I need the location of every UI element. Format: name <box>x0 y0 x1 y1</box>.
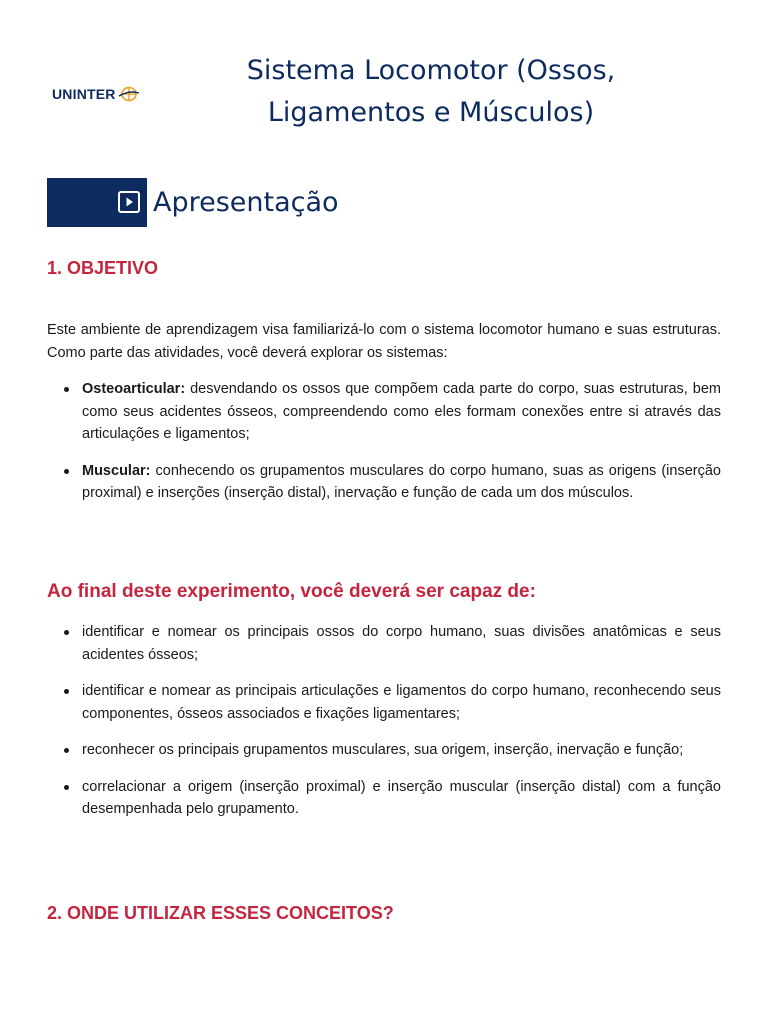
item-text: correlacionar a origem (inserção proximal) e inserção muscular (inserção distal) com a função desempenhada pelo grupamento. <box>82 778 721 817</box>
item-text: identificar e nomear os principais ossos do corpo humano, suas divisões anatômicas e seus acidentes ósseos; <box>82 624 721 663</box>
heading-final: Ao final deste experimento, você deverá ser capaz de: <box>47 581 536 602</box>
item-text: conhecendo os grupamentos musculares do corpo humano, suas as origens (inserção proximal) e inserções (inserção distal), inervação e função de cada um dos músculos. <box>82 462 721 501</box>
section-banner <box>47 178 339 227</box>
bullet-dot <box>64 469 69 474</box>
bullet-dot <box>64 387 69 392</box>
list-item <box>47 460 721 505</box>
item-text: reconhecer os principais grupamentos musculares, sua origem, inserção, inervação e função; <box>82 742 684 758</box>
globe-logo-icon <box>118 86 140 102</box>
bullet-dot <box>64 689 69 694</box>
item-text: identificar e nomear as principais articulações e ligamentos do corpo humano, reconhecendo seus componentes, ósseos associados e fixações ligamentares; <box>82 683 721 722</box>
banner-block <box>47 178 147 227</box>
intro-paragraph: Este ambiente de aprendizagem visa familiarizá-lo com o sistema locomotor humano e suas estruturas. Como parte das atividades, você deverá explorar os sistemas: <box>47 322 721 361</box>
list-item <box>47 776 721 821</box>
document-header <box>0 0 768 150</box>
list-item <box>47 739 721 762</box>
banner-title: Apresentação <box>153 187 339 218</box>
title-line-2: Ligamentos e Músculos) <box>267 97 595 128</box>
item-text: desvendando os ossos que compõem cada parte do corpo, suas estruturas, bem como seus acidentes ósseos, compreendendo como eles formam conexões entre si através das articulações e ligamentos; <box>82 381 721 442</box>
bullet-dot <box>64 785 69 790</box>
systems-list <box>47 378 721 519</box>
bullet-dot <box>64 630 69 635</box>
heading-objetivo: 1. OBJETIVO <box>47 258 159 278</box>
list-item <box>47 621 721 666</box>
list-item <box>47 378 721 446</box>
item-lead: Muscular: <box>82 462 151 479</box>
goals-list <box>47 621 721 835</box>
uninter-logo <box>52 86 140 102</box>
play-square-icon <box>117 190 141 214</box>
logo-text: UNINTER <box>52 86 116 102</box>
bullet-dot <box>64 748 69 753</box>
list-item <box>47 680 721 725</box>
document-title <box>150 50 712 134</box>
title-line-1: Sistema Locomotor (Ossos, <box>246 55 616 86</box>
item-lead: Osteoarticular: <box>82 381 186 397</box>
heading-onde: 2. ONDE UTILIZAR ESSES CONCEITOS? <box>47 903 394 923</box>
